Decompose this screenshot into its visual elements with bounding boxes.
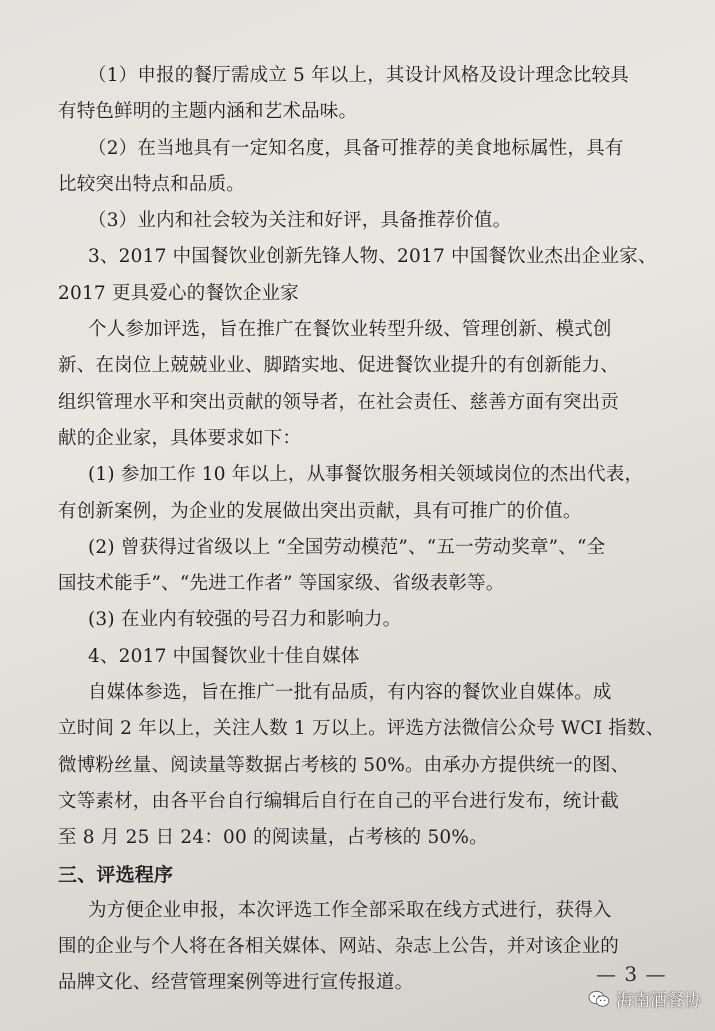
text-line: 有特色鲜明的主题内涵和艺术品味。 [58,101,358,123]
text-line: 有创新案例，为企业的发展做出突出贡献，具有可推广的价值。 [58,500,582,522]
page-number: — 3 — [596,962,667,986]
text-line: 献的企业家，具体要求如下： [58,427,302,449]
section-heading: 三、评选程序 [58,863,174,886]
text-line: 立时间 2 年以上，关注人数 1 万以上。评选方法微信公众号 WCI 指数、 [58,718,665,740]
text-line: 为方便企业申报，本次评选工作全部采取在线方式进行，获得入 [88,899,612,921]
text-line: (2) 曾获得过省级以上 “全国劳动模范”、“五一劳动奖章”、“全 [88,536,606,558]
text-line: （1）申报的餐厅需成立 5 年以上，其设计风格及设计理念比较具 [88,65,630,86]
text-line: 至 8 月 25 日 24：00 的阅读量，占考核的 50%。 [58,827,488,849]
text-line: 国技术能手”、“先进工作者” 等国家级、省级表彰等。 [58,573,505,595]
text-line: 文等素材，由各平台自行编辑后自行在自己的平台进行发布，统计截 [58,790,620,812]
text-line: 3、2017 中国餐饮业创新先锋人物、2017 中国餐饮业杰出企业家、 [88,246,657,268]
text-line: (1) 参加工作 10 年以上，从事餐饮服务相关领域岗位的杰出代表， [88,464,644,486]
text-line: 比较突出特点和品质。 [58,173,246,195]
text-line: （2）在当地具有一定知名度，具备可推荐的美食地标属性，具有 [88,137,624,159]
closing-paragraph [58,893,670,1002]
text-line: (3) 在业内有较强的号召力和影响力。 [88,609,402,631]
body-paragraphs [58,58,670,857]
text-line: （3）业内和社会较为关注和好评，具备推荐价值。 [88,210,512,232]
wechat-icon [588,990,610,1008]
text-line: 个人参加评选，旨在推广在餐饮业转型升级、管理创新、模式创 [88,319,612,341]
text-line: 微博粉丝量、阅读量等数据占考核的 50%。由承办方提供统一的图、 [58,754,630,776]
wechat-watermark [588,986,701,1011]
text-line: 新、在岗位上兢兢业业、脚踏实地、促进餐饮业提升的有创新能力、 [58,355,620,377]
watermark-label: 海南酒餐协 [616,991,701,1011]
text-line: 2017 更具爱心的餐饮企业家 [58,282,299,304]
text-line: 围的企业与个人将在各相关媒体、网站、杂志上公告，并对该企业的 [58,936,620,958]
text-line: 4、2017 中国餐饮业十佳自媒体 [88,645,360,667]
text-line: 组织管理水平和突出贡献的领导者，在社会责任、慈善方面有突出贡 [58,391,620,413]
text-line: 品牌文化、经营管理案例等进行宣传报道。 [58,972,414,994]
document-body [58,58,670,1002]
text-line: 自媒体参选，旨在推广一批有品质，有内容的餐饮业自媒体。成 [88,682,612,704]
